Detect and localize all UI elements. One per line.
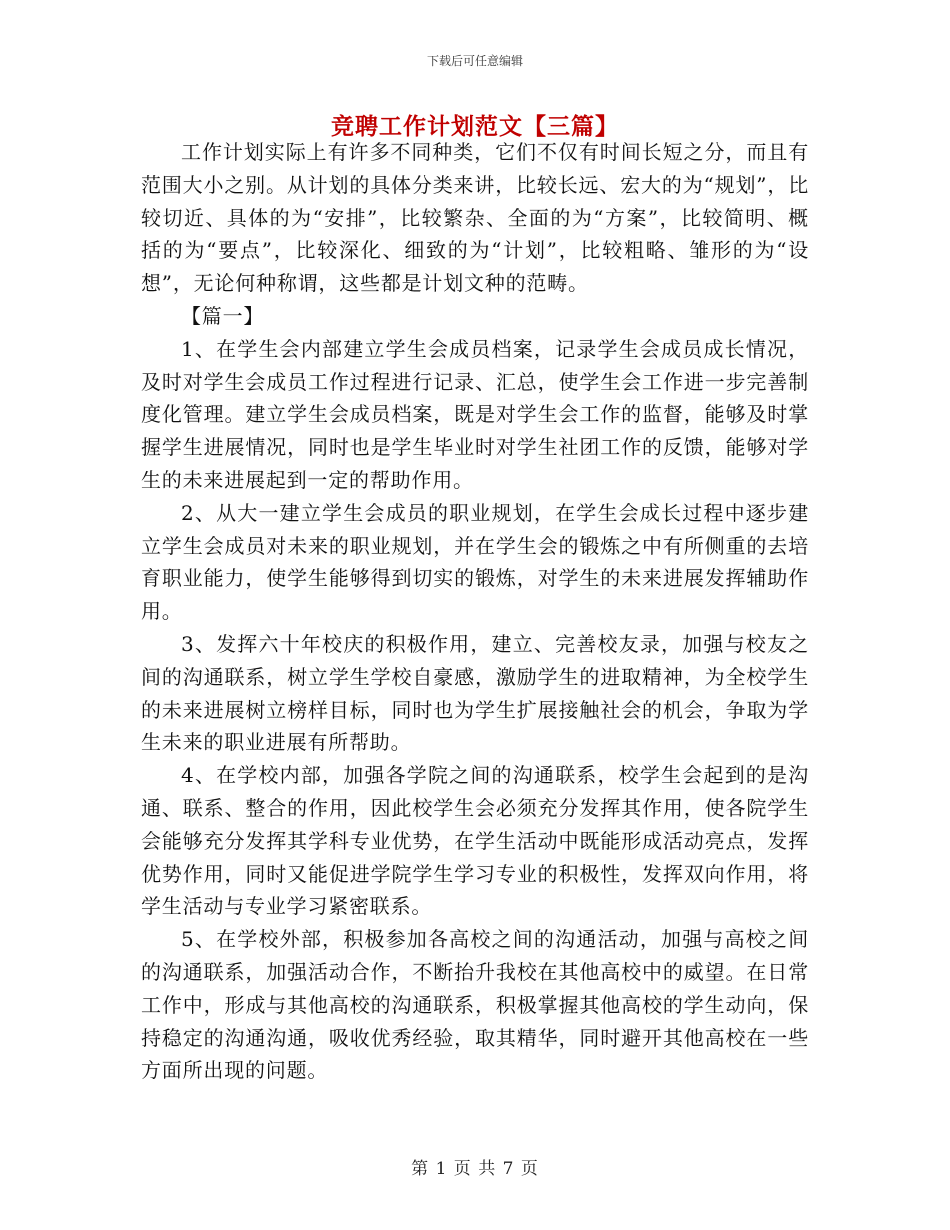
body-paragraph-1: 1、在学生会内部建立学生会成员档案，记录学生会成员成长情况，及时对学生会成员工作过程进行记录、汇总，使学生会工作进一步完善制度化管理。建立学生会成员档案，既是对学生会工作的监督，能够及时掌握学生进展情况，同时也是学生毕业时对学生社团工作的反馈，能够对学生的未来进展起到一定的帮助作用。 [141,336,809,492]
document-body [141,136,809,1087]
body-paragraph-4: 4、在学校内部，加强各学院之间的沟通联系，校学生会起到的是沟通、联系、整合的作用，因此校学生会必须充分发挥其作用，使各院学生会能够充分发挥其学科专业优势，在学生活动中既能形成活动亮点，发挥优势作用，同时又能促进学院学生学习专业的积极性，发挥双向作用，将学生活动与专业学习紧密联系。 [141,763,809,919]
page-number-footer: 第 1 页 共 7 页 [411,1159,539,1179]
document-title: 竞聘工作计划范文【三篇】 [331,113,619,140]
section-heading: 【篇一】 [181,303,265,328]
body-paragraph-2: 2、从大一建立学生会成员的职业规划，在学生会成长过程中逐步建立学生会成员对未来的职业规划，并在学生会的锻炼之中有所侧重的去培育职业能力，使学生能够得到切实的锻炼，对学生的未来进展发挥辅助作用。 [141,500,809,624]
body-paragraph-5: 5、在学校外部，积极参加各高校之间的沟通活动，加强与高校之间的沟通联系，加强活动合作，不断抬升我校在其他高校中的威望。在日常工作中，形成与其他高校的沟通联系，积极掌握其他高校的学生动向，保持稳定的沟通沟通，吸收优秀经验，取其精华，同时避开其他高校在一些方面所出现的问题。 [141,927,809,1083]
page-header-note: 下载后可任意编辑 [426,54,523,68]
body-paragraph-3: 3、发挥六十年校庆的积极作用，建立、完善校友录，加强与校友之间的沟通联系，树立学生学校自豪感，激励学生的进取精神，为全校学生的未来进展树立榜样目标，同时也为学生扩展接触社会的机会，争取为学生未来的职业进展有所帮助。 [141,631,809,755]
intro-paragraph: 工作计划实际上有许多不同种类，它们不仅有时间长短之分，而且有范围大小之别。从计划的具体分类来讲，比较长远、宏大的为“规划”，比较切近、具体的为“安排”，比较繁杂、全面的为“方案”，比较简明、概括的为“要点”，比较深化、细致的为“计划”，比较粗略、雏形的为“设想”，无论何种称谓，这些都是计划文种的范畴。 [141,140,809,296]
